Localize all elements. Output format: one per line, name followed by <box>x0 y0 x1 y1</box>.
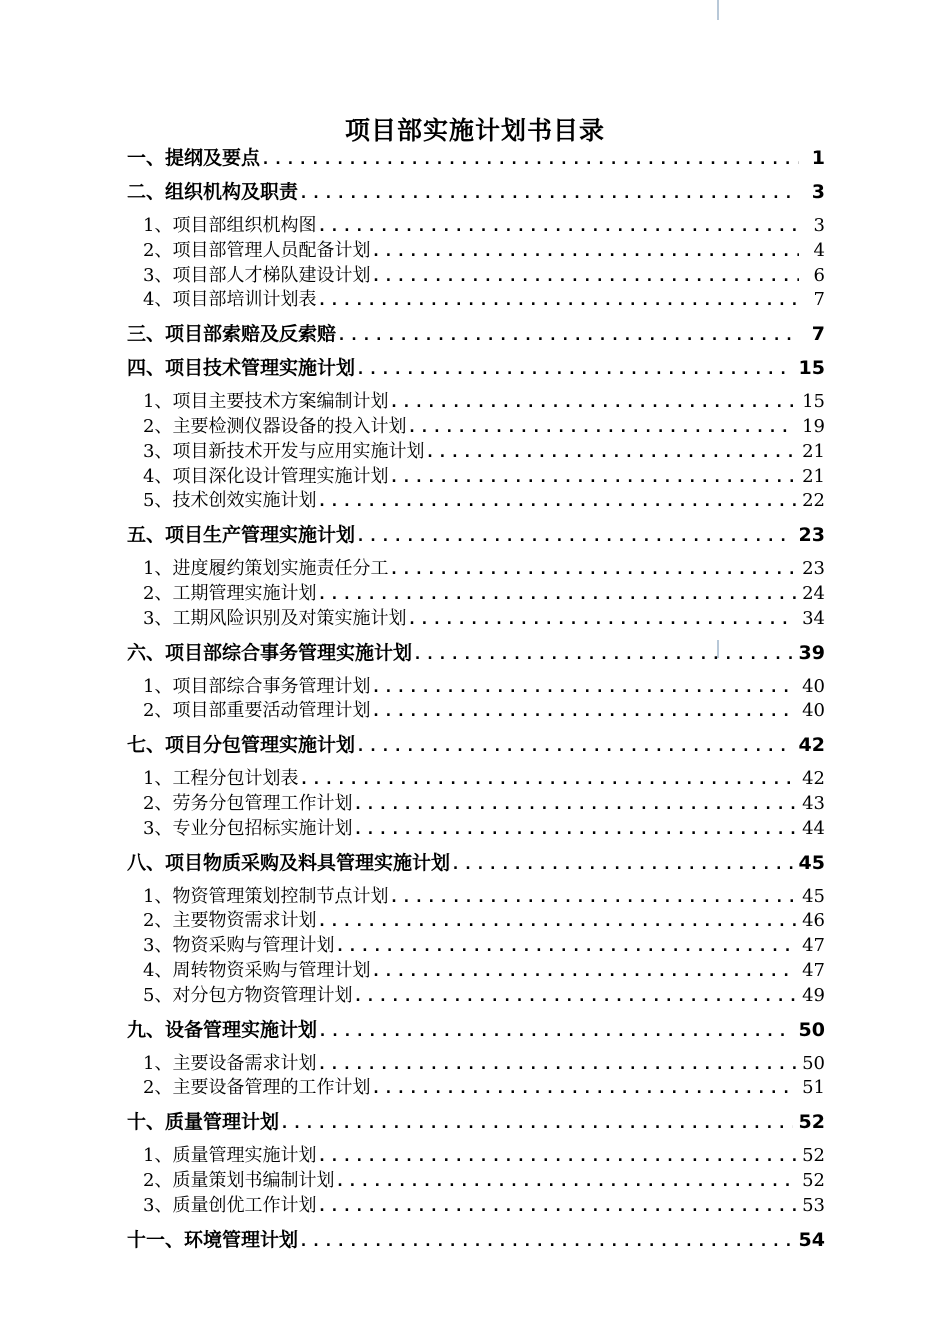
toc-dot-leader <box>335 934 796 959</box>
toc-entry-label: 2、主要设备管理的工作计划 <box>143 1077 371 1099</box>
toc-page-number: 23 <box>802 558 825 580</box>
toc-dot-leader <box>425 440 796 465</box>
toc-chapter-entry[interactable] <box>127 641 825 666</box>
toc-section-entry[interactable] <box>127 959 825 984</box>
toc-dot-leader <box>280 1111 793 1135</box>
toc-page-number: 7 <box>811 323 825 346</box>
toc-section-entry[interactable] <box>127 909 825 934</box>
toc-dot-leader <box>353 984 796 1009</box>
toc-entry-label: 3、项目新技术开发与应用实施计划 <box>143 440 425 462</box>
toc-entry-label: 1、主要设备需求计划 <box>143 1052 317 1074</box>
toc-dot-leader <box>317 288 799 313</box>
table-of-contents <box>127 146 825 1253</box>
toc-page-number: 23 <box>798 524 825 547</box>
toc-dot-leader <box>317 1194 796 1219</box>
toc-page-number: 21 <box>802 440 825 462</box>
toc-chapter-entry[interactable] <box>127 180 825 205</box>
toc-chapter-entry[interactable] <box>127 1110 825 1135</box>
toc-section-entry[interactable] <box>127 792 825 817</box>
toc-dot-leader <box>356 357 793 381</box>
toc-section-entry[interactable] <box>127 214 825 239</box>
toc-dot-leader <box>371 675 796 700</box>
toc-section-entry[interactable] <box>127 607 825 632</box>
toc-page-number: 44 <box>802 817 825 839</box>
toc-dot-leader <box>407 415 796 440</box>
toc-entry-label: 1、物资管理策划控制节点计划 <box>143 885 389 907</box>
toc-section-entry[interactable] <box>127 489 825 514</box>
toc-chapter-entry[interactable] <box>127 1018 825 1043</box>
toc-page-number: 39 <box>798 641 825 664</box>
toc-dot-leader <box>317 1052 796 1077</box>
toc-entry-label: 4、周转物资采购与管理计划 <box>143 959 371 981</box>
toc-page-number: 42 <box>798 734 825 757</box>
toc-entry-label: 2、工期管理实施计划 <box>143 582 317 604</box>
toc-entry-label: 九、设备管理实施计划 <box>127 1018 318 1041</box>
toc-section-entry[interactable] <box>127 288 825 313</box>
toc-section-entry[interactable] <box>127 264 825 289</box>
toc-page-number: 45 <box>802 885 825 907</box>
toc-page-number: 3 <box>811 181 825 203</box>
toc-entry-label: 3、专业分包招标实施计划 <box>143 817 353 839</box>
toc-chapter-entry[interactable] <box>127 523 825 548</box>
toc-page-number: 40 <box>802 675 825 697</box>
toc-entry-label: 2、项目部管理人员配备计划 <box>143 239 371 261</box>
toc-page-number: 52 <box>798 1111 825 1134</box>
toc-dot-leader <box>389 465 796 490</box>
toc-chapter-entry[interactable] <box>127 851 825 876</box>
toc-chapter-entry[interactable] <box>127 356 825 381</box>
toc-entry-label: 1、工程分包计划表 <box>143 768 299 790</box>
toc-dot-leader <box>389 885 796 910</box>
toc-dot-leader <box>335 1169 796 1194</box>
toc-dot-leader <box>356 524 793 548</box>
toc-entry-label: 2、项目部重要活动管理计划 <box>143 700 371 722</box>
toc-dot-leader <box>299 1229 793 1253</box>
toc-section-entry[interactable] <box>127 675 825 700</box>
toc-page-number: 6 <box>813 264 825 286</box>
toc-dot-leader <box>299 767 796 792</box>
toc-section-entry[interactable] <box>127 390 825 415</box>
toc-entry-label: 1、项目部综合事务管理计划 <box>143 675 371 697</box>
toc-page-number: 42 <box>802 768 825 790</box>
toc-page-number: 47 <box>802 935 825 957</box>
toc-section-entry[interactable] <box>127 1144 825 1169</box>
toc-dot-leader <box>371 1076 796 1101</box>
toc-chapter-entry[interactable] <box>127 1228 825 1253</box>
toc-page-number: 53 <box>802 1194 825 1216</box>
toc-dot-leader <box>407 607 796 632</box>
toc-page-number: 3 <box>813 215 825 236</box>
toc-page-number: 24 <box>802 582 825 604</box>
toc-page-number: 40 <box>802 700 825 722</box>
toc-entry-label: 十一、环境管理计划 <box>127 1228 299 1251</box>
toc-page-number: 49 <box>802 984 825 1006</box>
toc-chapter-entry[interactable] <box>127 146 825 171</box>
toc-entry-label: 5、对分包方物资管理计划 <box>143 984 353 1006</box>
toc-entry-label: 2、主要检测仪器设备的投入计划 <box>143 415 407 437</box>
toc-section-entry[interactable] <box>127 699 825 724</box>
toc-section-entry[interactable] <box>127 239 825 264</box>
toc-section-entry[interactable] <box>127 1076 825 1101</box>
toc-section-entry[interactable] <box>127 767 825 792</box>
toc-entry-label: 五、项目生产管理实施计划 <box>127 524 356 547</box>
toc-page-number: 15 <box>802 391 825 413</box>
toc-page-number: 50 <box>798 1018 825 1041</box>
toc-section-entry[interactable] <box>127 582 825 607</box>
toc-page-number: 51 <box>802 1077 825 1099</box>
toc-dot-leader <box>353 817 796 842</box>
toc-page-number: 21 <box>802 465 825 487</box>
toc-page-number: 15 <box>798 357 825 380</box>
toc-page-number: 52 <box>802 1169 825 1191</box>
toc-page-number: 19 <box>802 415 825 437</box>
toc-entry-label: 2、劳务分包管理工作计划 <box>143 792 353 814</box>
toc-section-entry[interactable] <box>127 557 825 582</box>
toc-page-number: 54 <box>798 1228 825 1251</box>
toc-entry-label: 六、项目部综合事务管理实施计划 <box>127 641 413 664</box>
toc-page-number: 47 <box>802 959 825 981</box>
toc-dot-leader <box>318 1019 793 1043</box>
toc-section-entry[interactable] <box>127 984 825 1009</box>
toc-entry-label: 2、主要物资需求计划 <box>143 910 317 932</box>
toc-section-entry[interactable] <box>127 1194 825 1219</box>
toc-entry-label: 3、项目部人才梯队建设计划 <box>143 264 371 286</box>
text-cursor-marker <box>717 0 719 20</box>
toc-section-entry[interactable] <box>127 465 825 490</box>
toc-section-entry[interactable] <box>127 1169 825 1194</box>
toc-entry-label: 一、提纲及要点 <box>127 147 261 169</box>
toc-dot-leader <box>353 792 796 817</box>
toc-entry-label: 三、项目部索赔及反索赔 <box>127 323 337 346</box>
toc-entry-label: 1、质量管理实施计划 <box>143 1145 317 1167</box>
toc-page-number: 52 <box>802 1145 825 1167</box>
toc-entry-label: 4、项目深化设计管理实施计划 <box>143 465 389 487</box>
toc-dot-leader <box>261 147 799 171</box>
toc-page-number: 43 <box>802 792 825 814</box>
toc-entry-label: 四、项目技术管理实施计划 <box>127 357 356 380</box>
toc-dot-leader <box>317 909 796 934</box>
toc-dot-leader <box>389 557 796 582</box>
toc-page-number: 45 <box>798 851 825 874</box>
toc-dot-leader <box>317 1144 796 1169</box>
toc-dot-leader <box>371 239 799 264</box>
toc-entry-label: 二、组织机构及职责 <box>127 181 299 203</box>
toc-entry-label: 八、项目物质采购及料具管理实施计划 <box>127 851 451 874</box>
toc-entry-label: 2、质量策划书编制计划 <box>143 1169 335 1191</box>
toc-dot-leader <box>337 323 799 347</box>
toc-dot-leader <box>371 264 799 289</box>
toc-page-number: 1 <box>811 147 825 169</box>
toc-section-entry[interactable] <box>127 440 825 465</box>
toc-entry-label: 3、质量创优工作计划 <box>143 1194 317 1216</box>
page-title: 项目部实施计划书目录 <box>344 115 605 145</box>
toc-entry-label: 1、项目主要技术方案编制计划 <box>143 391 389 413</box>
toc-dot-leader <box>451 852 793 876</box>
toc-chapter-entry[interactable] <box>127 733 825 758</box>
toc-dot-leader <box>389 390 796 415</box>
toc-section-entry[interactable] <box>127 415 825 440</box>
toc-dot-leader <box>317 582 796 607</box>
toc-dot-leader <box>371 959 796 984</box>
toc-entry-label: 十、质量管理计划 <box>127 1111 280 1134</box>
toc-section-entry[interactable] <box>127 934 825 959</box>
toc-entry-label: 4、项目部培训计划表 <box>143 289 317 311</box>
toc-section-entry[interactable] <box>127 817 825 842</box>
toc-page-number: 50 <box>802 1052 825 1074</box>
toc-entry-label: 3、工期风险识别及对策实施计划 <box>143 607 407 629</box>
toc-dot-leader <box>299 181 799 205</box>
toc-entry-label: 七、项目分包管理实施计划 <box>127 734 356 757</box>
toc-entry-label: 1、项目部组织机构图 <box>143 215 317 236</box>
toc-page-number: 4 <box>813 239 825 261</box>
toc-page-number: 7 <box>813 289 825 311</box>
toc-chapter-entry[interactable] <box>127 322 825 347</box>
toc-entry-label: 1、进度履约策划实施责任分工 <box>143 558 389 580</box>
toc-dot-leader <box>317 489 796 514</box>
toc-section-entry[interactable] <box>127 1052 825 1077</box>
toc-dot-leader <box>413 642 793 666</box>
toc-dot-leader <box>371 699 796 724</box>
toc-page-number: 34 <box>802 607 825 629</box>
toc-page-number: 22 <box>802 490 825 512</box>
toc-page-number: 46 <box>802 910 825 932</box>
toc-entry-label: 5、技术创效实施计划 <box>143 490 317 512</box>
toc-entry-label: 3、物资采购与管理计划 <box>143 935 335 957</box>
toc-section-entry[interactable] <box>127 885 825 910</box>
toc-dot-leader <box>317 214 799 239</box>
toc-dot-leader <box>356 734 793 758</box>
